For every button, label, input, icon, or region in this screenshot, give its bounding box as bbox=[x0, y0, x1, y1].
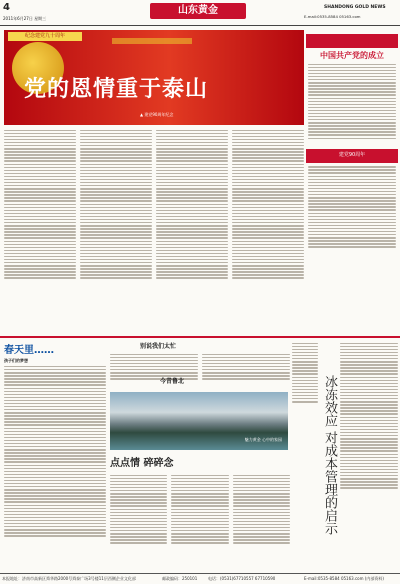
issue-date: 2011年6月27日 星期三 bbox=[3, 16, 47, 21]
spring-subtitle: 孩子们的梦想 bbox=[4, 358, 28, 363]
page-number: 4 bbox=[3, 2, 10, 13]
article-column bbox=[80, 128, 152, 324]
vertical-article bbox=[292, 341, 398, 569]
footer-email: E-mail:0535-8584 05163.com (内部资料) bbox=[304, 576, 384, 581]
spring-section bbox=[4, 341, 106, 569]
footer bbox=[0, 573, 400, 583]
sidebar-title: 中国共产党的成立 bbox=[320, 51, 384, 60]
flag-decoration bbox=[112, 38, 192, 44]
newspaper-logo: 山东黄金 bbox=[150, 3, 246, 19]
poetry-title: 别说我们太忙 bbox=[140, 343, 177, 350]
right-sidebar bbox=[306, 34, 398, 334]
painting-title: 今昔鲁北 bbox=[160, 378, 185, 385]
main-article bbox=[4, 128, 304, 324]
header-email: E-mail:0535-8584 05163.com bbox=[304, 14, 361, 19]
banner-caption: ▲ 建党90周年纪念 bbox=[140, 112, 174, 117]
footer-address: 本报地址：济南市高新区舜华路2000号舜泰广场3号楼11层西侧企业文化部 bbox=[2, 576, 136, 581]
article-column bbox=[4, 128, 76, 324]
footer-phone: 电话：(0531)67710557 67710590 bbox=[208, 576, 276, 581]
bottom-article bbox=[110, 454, 290, 570]
masthead bbox=[0, 0, 400, 26]
main-headline: 党的恩情重于泰山 bbox=[24, 76, 209, 102]
footer-postcode: 邮政编码：250101 bbox=[162, 576, 198, 581]
bottom-title: 点点情 碎碎念 bbox=[110, 458, 174, 469]
vertical-headline: 冰冻效应 对成本管理的启示 bbox=[322, 374, 337, 536]
section-divider bbox=[0, 336, 400, 338]
anniversary-tag: 纪念建党九十周年 bbox=[8, 32, 82, 41]
spring-title: 春天里…… bbox=[4, 345, 54, 356]
sidebar-subheader: 建党90周年 bbox=[306, 149, 398, 163]
sidebar-header-bar bbox=[306, 34, 398, 48]
english-title: SHANDONG GOLD NEWS bbox=[324, 5, 386, 10]
article-column bbox=[232, 128, 304, 324]
article-column bbox=[156, 128, 228, 324]
photo-caption: 魅力黄金 心中的家园 bbox=[244, 437, 282, 442]
